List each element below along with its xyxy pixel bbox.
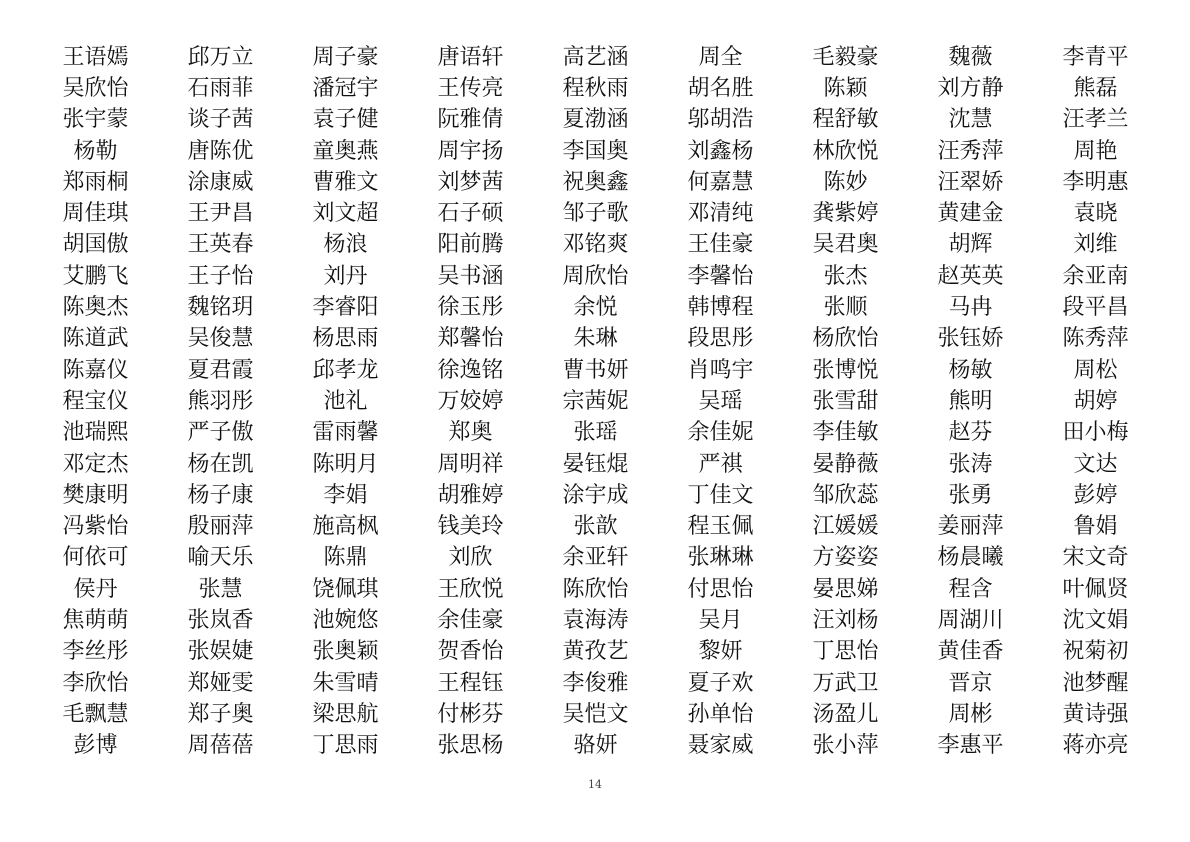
name-cell: 陈道武 [62, 326, 129, 352]
name-cell: 胡辉 [948, 232, 993, 258]
name-cell: 陈奥杰 [62, 295, 129, 321]
name-cell: 魏薇 [948, 44, 993, 70]
name-cell: 赵芬 [948, 420, 993, 446]
name-cell: 石子硕 [437, 201, 504, 227]
name-cell: 王佳豪 [687, 232, 754, 258]
name-cell: 彭博 [73, 733, 118, 759]
name-cell: 杨子康 [187, 482, 254, 508]
name-cell: 刘梦茜 [437, 169, 504, 195]
name-cell: 丁佳文 [687, 482, 754, 508]
name-cell: 刘方静 [937, 75, 1004, 101]
name-cell: 田小梅 [1062, 420, 1129, 446]
name-cell: 唐语轩 [437, 44, 504, 70]
name-cell: 周艳 [1073, 138, 1118, 164]
name-cell: 晏静薇 [812, 451, 879, 477]
name-cell: 杨敏 [948, 357, 993, 383]
name-cell: 刘维 [1073, 232, 1118, 258]
name-cell: 邱万立 [187, 44, 254, 70]
name-cell: 彭婷 [1073, 482, 1118, 508]
name-cell: 朱琳 [573, 326, 618, 352]
name-cell: 徐逸铭 [437, 357, 504, 383]
name-cell: 肖鸣宇 [687, 357, 754, 383]
name-cell: 张勇 [948, 482, 993, 508]
name-cell: 唐陈优 [187, 138, 254, 164]
name-cell: 黄建金 [937, 201, 1004, 227]
name-cell: 郑雨桐 [62, 169, 129, 195]
name-cell: 余佳妮 [687, 420, 754, 446]
name-cell: 丁思怡 [812, 639, 879, 665]
name-cell: 郑娅雯 [187, 670, 254, 696]
name-cell: 段平昌 [1062, 295, 1129, 321]
name-cell: 袁子健 [312, 107, 379, 133]
name-cell: 赵英英 [937, 263, 1004, 289]
name-cell: 余佳豪 [437, 607, 504, 633]
name-cell: 夏子欢 [687, 670, 754, 696]
name-cell: 毛毅豪 [812, 44, 879, 70]
name-cell: 曹书妍 [562, 357, 629, 383]
name-cell: 张博悦 [812, 357, 879, 383]
name-cell: 蒋亦亮 [1062, 733, 1129, 759]
name-cell: 方姿姿 [812, 545, 879, 571]
name-cell: 张杰 [823, 263, 868, 289]
name-cell: 陈颖 [823, 75, 868, 101]
name-cell: 杨欣怡 [812, 326, 879, 352]
name-cell: 袁晓 [1073, 201, 1118, 227]
name-cell: 付彬芬 [437, 701, 504, 727]
name-cell: 熊磊 [1073, 75, 1118, 101]
name-cell: 邓铭爽 [562, 232, 629, 258]
name-cell: 王尹昌 [187, 201, 254, 227]
name-cell: 殷丽萍 [187, 514, 254, 540]
name-cell: 陈明月 [312, 451, 379, 477]
name-cell: 贺香怡 [437, 639, 504, 665]
name-cell: 吴恺文 [562, 701, 629, 727]
name-cell: 梁思航 [312, 701, 379, 727]
name-cell: 刘欣 [448, 545, 493, 571]
name-cell: 杨勒 [73, 138, 118, 164]
name-cell: 夏君霞 [187, 357, 254, 383]
name-cell: 涂康威 [187, 169, 254, 195]
name-cell: 熊明 [948, 388, 993, 414]
name-cell: 韩博程 [687, 295, 754, 321]
name-cell: 陈嘉仪 [62, 357, 129, 383]
name-cell: 江媛媛 [812, 514, 879, 540]
name-cell: 晏思娣 [812, 576, 879, 602]
name-cell: 付思怡 [687, 576, 754, 602]
name-cell: 黎妍 [698, 639, 743, 665]
name-cell: 雷雨馨 [312, 420, 379, 446]
name-cell: 张慧 [198, 576, 243, 602]
name-cell: 周蓓蓓 [187, 733, 254, 759]
name-cell: 叶佩贤 [1062, 576, 1129, 602]
name-cell: 胡名胜 [687, 75, 754, 101]
name-cell: 喻天乐 [187, 545, 254, 571]
name-cell: 晋京 [948, 670, 993, 696]
name-cell: 艾鹏飞 [62, 263, 129, 289]
name-cell: 周宇扬 [437, 138, 504, 164]
name-cell: 李俊雅 [562, 670, 629, 696]
name-cell: 汪翠娇 [937, 169, 1004, 195]
name-cell: 李佳敏 [812, 420, 879, 446]
name-cell: 邓定杰 [62, 451, 129, 477]
name-cell: 王子怡 [187, 263, 254, 289]
name-cell: 严子傲 [187, 420, 254, 446]
name-cell: 骆妍 [573, 733, 618, 759]
name-cell: 熊羽彤 [187, 388, 254, 414]
name-cell: 杨思雨 [312, 326, 379, 352]
name-cell: 黄孜艺 [562, 639, 629, 665]
name-cell: 钱美玲 [437, 514, 504, 540]
name-cell: 陈秀萍 [1062, 326, 1129, 352]
name-cell: 沈文娟 [1062, 607, 1129, 633]
name-cell: 余亚轩 [562, 545, 629, 571]
name-cell: 周欣怡 [562, 263, 629, 289]
name-list-grid [33, 42, 1158, 762]
name-cell: 张岚香 [187, 607, 254, 633]
name-cell: 吴君奥 [812, 232, 879, 258]
name-cell: 周明祥 [437, 451, 504, 477]
name-cell: 黄诗强 [1062, 701, 1129, 727]
name-cell: 吴书涵 [437, 263, 504, 289]
name-cell: 邹子歌 [562, 201, 629, 227]
name-cell: 郑馨怡 [437, 326, 504, 352]
name-cell: 杨浪 [323, 232, 368, 258]
name-cell: 姜丽萍 [937, 514, 1004, 540]
name-cell: 孙单怡 [687, 701, 754, 727]
name-cell: 张琳琳 [687, 545, 754, 571]
name-cell: 段思彤 [687, 326, 754, 352]
name-cell: 张涛 [948, 451, 993, 477]
name-cell: 郑奥 [448, 420, 493, 446]
name-cell: 高艺涵 [562, 44, 629, 70]
name-cell: 汪刘杨 [812, 607, 879, 633]
name-cell: 魏铭玥 [187, 295, 254, 321]
name-cell: 汤盈儿 [812, 701, 879, 727]
name-cell: 祝菊初 [1062, 639, 1129, 665]
name-cell: 陈欣怡 [562, 576, 629, 602]
name-cell: 丁思雨 [312, 733, 379, 759]
name-cell: 池礼 [323, 388, 368, 414]
name-cell: 万姣婷 [437, 388, 504, 414]
name-cell: 周湖川 [937, 607, 1004, 633]
name-cell: 张小萍 [812, 733, 879, 759]
name-cell: 施高枫 [312, 514, 379, 540]
name-cell: 王程钰 [437, 670, 504, 696]
name-cell: 吴欣怡 [62, 75, 129, 101]
name-cell: 石雨菲 [187, 75, 254, 101]
name-cell: 阳前腾 [437, 232, 504, 258]
name-cell: 何嘉慧 [687, 169, 754, 195]
name-cell: 余亚南 [1062, 263, 1129, 289]
name-cell: 程秋雨 [562, 75, 629, 101]
name-cell: 谈子茜 [187, 107, 254, 133]
name-cell: 朱雪晴 [312, 670, 379, 696]
name-cell: 李国奥 [562, 138, 629, 164]
name-cell: 严祺 [698, 451, 743, 477]
name-cell: 李娟 [323, 482, 368, 508]
name-cell: 汪孝兰 [1062, 107, 1129, 133]
name-cell: 王欣悦 [437, 576, 504, 602]
name-cell: 周子豪 [312, 44, 379, 70]
name-cell: 鲁娟 [1073, 514, 1118, 540]
name-cell: 张宇蒙 [62, 107, 129, 133]
name-cell: 程玉佩 [687, 514, 754, 540]
name-cell: 邹欣蕊 [812, 482, 879, 508]
name-cell: 童奥燕 [312, 138, 379, 164]
name-cell: 邱孝龙 [312, 357, 379, 383]
name-cell: 池瑞熙 [62, 420, 129, 446]
name-cell: 张瑶 [573, 420, 618, 446]
name-cell: 周彬 [948, 701, 993, 727]
name-cell: 李青平 [1062, 44, 1129, 70]
name-cell: 祝奥鑫 [562, 169, 629, 195]
name-cell: 张歆 [573, 514, 618, 540]
name-cell: 李惠平 [937, 733, 1004, 759]
name-cell: 汪秀萍 [937, 138, 1004, 164]
name-cell: 周松 [1073, 357, 1118, 383]
name-cell: 王英春 [187, 232, 254, 258]
name-cell: 邓清纯 [687, 201, 754, 227]
name-cell: 樊康明 [62, 482, 129, 508]
name-cell: 吴俊慧 [187, 326, 254, 352]
name-cell: 徐玉彤 [437, 295, 504, 321]
name-cell: 万武卫 [812, 670, 879, 696]
name-cell: 张钰娇 [937, 326, 1004, 352]
name-cell: 冯紫怡 [62, 514, 129, 540]
name-cell: 程含 [948, 576, 993, 602]
name-cell: 池梦醒 [1062, 670, 1129, 696]
name-cell: 张顺 [823, 295, 868, 321]
name-cell: 潘冠宇 [312, 75, 379, 101]
name-cell: 毛飘慧 [62, 701, 129, 727]
name-cell: 侯丹 [73, 576, 118, 602]
name-cell: 胡雅婷 [437, 482, 504, 508]
name-cell: 李丝彤 [62, 639, 129, 665]
name-cell: 晏钰焜 [562, 451, 629, 477]
name-cell: 程宝仪 [62, 388, 129, 414]
name-cell: 黄佳香 [937, 639, 1004, 665]
name-cell: 胡国傲 [62, 232, 129, 258]
name-cell: 马冉 [948, 295, 993, 321]
name-cell: 陈鼎 [323, 545, 368, 571]
name-cell: 沈慧 [948, 107, 993, 133]
name-cell: 李睿阳 [312, 295, 379, 321]
name-cell: 杨晨曦 [937, 545, 1004, 571]
name-cell: 余悦 [573, 295, 618, 321]
name-cell: 刘文超 [312, 201, 379, 227]
name-cell: 李馨怡 [687, 263, 754, 289]
name-cell: 宗茜妮 [562, 388, 629, 414]
name-cell: 程舒敏 [812, 107, 879, 133]
name-cell: 袁海涛 [562, 607, 629, 633]
name-cell: 刘鑫杨 [687, 138, 754, 164]
name-cell: 胡婷 [1073, 388, 1118, 414]
name-cell: 李欣怡 [62, 670, 129, 696]
name-cell: 李明惠 [1062, 169, 1129, 195]
name-cell: 郑子奥 [187, 701, 254, 727]
name-cell: 刘丹 [323, 263, 368, 289]
name-cell: 饶佩琪 [312, 576, 379, 602]
name-cell: 邬胡浩 [687, 107, 754, 133]
name-cell: 杨在凯 [187, 451, 254, 477]
name-cell: 吴瑶 [698, 388, 743, 414]
name-cell: 池婉悠 [312, 607, 379, 633]
name-cell: 陈妙 [823, 169, 868, 195]
name-cell: 张思杨 [437, 733, 504, 759]
name-cell: 王传亮 [437, 75, 504, 101]
name-cell: 张娱婕 [187, 639, 254, 665]
name-cell: 林欣悦 [812, 138, 879, 164]
name-cell: 夏渤涵 [562, 107, 629, 133]
name-cell: 曹雅文 [312, 169, 379, 195]
name-cell: 焦萌萌 [62, 607, 129, 633]
name-cell: 宋文奇 [1062, 545, 1129, 571]
name-cell: 张雪甜 [812, 388, 879, 414]
name-cell: 阮雅倩 [437, 107, 504, 133]
name-cell: 王语嫣 [62, 44, 129, 70]
name-cell: 张奥颖 [312, 639, 379, 665]
name-cell: 龚紫婷 [812, 201, 879, 227]
name-cell: 聂家威 [687, 733, 754, 759]
name-cell: 涂宇成 [562, 482, 629, 508]
name-cell: 何依可 [62, 545, 129, 571]
page-number: 14 [588, 778, 602, 791]
name-cell: 周全 [698, 44, 743, 70]
name-cell: 吴月 [698, 607, 743, 633]
name-cell: 文达 [1073, 451, 1118, 477]
name-cell: 周佳琪 [62, 201, 129, 227]
